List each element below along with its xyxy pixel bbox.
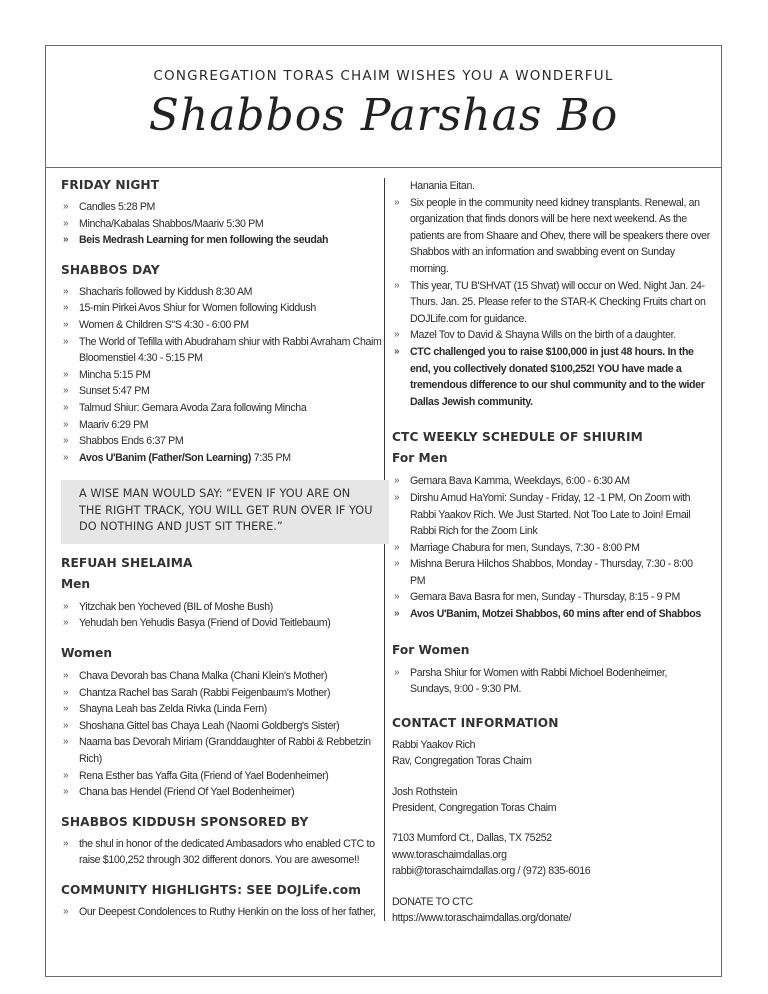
- section-title-shiurim: CTC WEEKLY SCHEDULE OF SHIURIM: [392, 430, 643, 445]
- address: 7103 Mumford Ct., Dallas, TX 75252: [392, 832, 552, 845]
- bullet-icon: »: [63, 318, 69, 330]
- shiurim-women-list: [392, 665, 710, 698]
- bullet-icon: »: [63, 670, 69, 681]
- bullet-icon: »: [63, 837, 69, 849]
- page-title: Shabbos Parshas Bo: [148, 90, 619, 141]
- list-item: » Avos U'Banim, Motzei Shabbos, 60 mins after end of Shabbos: [392, 606, 710, 623]
- list-item: » Beis Medrash Learning for men following the seudah: [61, 232, 389, 249]
- president-name: Josh Rothstein: [392, 785, 458, 798]
- list-item: » Gemara Bava Basra for men, Sunday - Thursday, 8:15 - 9 PM: [392, 589, 710, 606]
- rabbi-role: Rav, Congregation Toras Chaim: [392, 755, 532, 768]
- list-item: » Our Deepest Condolences to Ruthy Henkin on the loss of her father,: [61, 904, 389, 921]
- quote-box: A WISE MAN WOULD SAY: “EVEN IF YOU ARE ON THE RIGHT TRACK, YOU WILL GET RUN OVER IF YOU DO NOTHING AND JUST SIT THERE.”: [61, 480, 389, 544]
- list-item: » Yitzchak ben Yocheved (BIL of Moshe Bush): [61, 599, 389, 616]
- bullet-icon: »: [63, 335, 69, 347]
- list-item: » 15-min Pirkei Avos Shiur for Women following Kiddush: [61, 300, 389, 317]
- section-title-kiddush-sponsor: SHABBOS KIDDUSH SPONSORED BY: [61, 814, 309, 829]
- bullet-icon: »: [63, 451, 69, 463]
- section-title-contact: CONTACT INFORMATION: [392, 715, 559, 730]
- bullet-icon: »: [394, 608, 400, 620]
- bullet-icon: »: [63, 418, 69, 430]
- bullet-icon: »: [394, 279, 400, 291]
- subsection-title-men: Men: [61, 576, 91, 591]
- list-item: » Gemara Bava Kamma, Weekdays, 6:00 - 6:30 AM: [392, 473, 710, 490]
- list-item: » Dirshu Amud HaYomi: Sunday - Friday, 12 -1 PM, On Zoom with Rabbi Yaakov Rich. We Just Started. Not Too Late to Join! Email Rabbi Rich for the Zoom Link: [394, 491, 691, 538]
- community-list: [61, 904, 389, 921]
- bullet-icon: »: [63, 401, 69, 413]
- bullet-icon: »: [394, 329, 400, 341]
- bullet-icon: »: [394, 666, 400, 678]
- bullet-icon: »: [63, 617, 69, 629]
- list-item: » Chava Devorah bas Chana Malka (Chani Klein's Mother): [61, 668, 389, 685]
- list-item: » This year, TU B'SHVAT (15 Shvat) will occur on Wed. Night Jan. 24-Thurs. Jan. 25. Please refer to the STAR-K Checking Fruits chart on DOJLife.com for guidance.: [394, 279, 706, 325]
- list-item: » Mazel Tov to David & Shayna Wills on the birth of a daughter.: [392, 327, 710, 344]
- list-item: » Chantza Rachel bas Sarah (Rabbi Feigenbaum's Mother): [61, 685, 389, 702]
- list-item: » Avos U'Banim (Father/Son Learning) 7:35 PM: [61, 450, 389, 467]
- section-title-refuah-shelaima: REFUAH SHELAIMA: [61, 555, 193, 570]
- refuah-men-list: [61, 599, 389, 632]
- kiddush-list: [61, 836, 389, 869]
- list-item: » Candles 5:28 PM: [61, 199, 389, 216]
- bullet-icon: »: [63, 905, 69, 917]
- list-item: » Mincha/Kabalas Shabbos/Maariv 5:30 PM: [61, 216, 389, 233]
- bullet-icon: »: [394, 541, 400, 553]
- list-item: » The World of Tefilla with Abudraham shiur with Rabbi Avraham Chaim Bloomenstiel 4:30 - 5:15 PM: [63, 335, 382, 365]
- donate-label: DONATE TO CTC: [392, 895, 473, 908]
- list-item: » Yehudah ben Yehudis Basya (Friend of Dovid Teitlebaum): [61, 615, 389, 632]
- shabbos-day-list: [61, 284, 389, 467]
- subsection-title-for-women: For Women: [392, 642, 470, 657]
- bullet-icon: »: [394, 558, 400, 570]
- list-item: » Shoshana Gittel bas Chaya Leah (Naomi Goldberg's Sister): [61, 718, 389, 735]
- list-item: » CTC challenged you to raise $100,000 in just 48 hours. In the end, you collectively donated $100,252! YOU have made a tremendous difference to our shul community and to the wider Dallas Jewish community.: [394, 345, 705, 408]
- friday-night-list: [61, 199, 389, 249]
- subsection-title-women: Women: [61, 646, 113, 660]
- list-item: » Sunset 5:47 PM: [61, 383, 389, 400]
- community-list-continued: [392, 178, 710, 410]
- list-item: » Mishna Berura Hilchos Shabbos, Monday - Thursday, 7:30 - 8:00 PM: [394, 558, 693, 587]
- bullet-icon: »: [63, 435, 69, 447]
- bullet-icon: »: [394, 475, 400, 487]
- bullet-icon: »: [63, 736, 69, 748]
- list-item: » Marriage Chabura for men, Sundays, 7:30 - 8:00 PM: [392, 540, 710, 557]
- bullet-icon: »: [63, 302, 69, 314]
- bullet-icon: »: [63, 217, 69, 229]
- list-item: » Maariv 6:29 PM: [61, 417, 389, 434]
- bullet-icon: »: [63, 201, 69, 212]
- rabbi-name: Rabbi Yaakov Rich: [392, 738, 476, 751]
- bullet-icon: »: [394, 491, 400, 503]
- list-item-continuation: Hanania Eitan.: [410, 180, 475, 192]
- newsletter-frame: [45, 45, 722, 977]
- bullet-icon: »: [63, 285, 69, 297]
- list-item: » Shayna Leah bas Zelda Rivka (Linda Fern): [61, 701, 389, 718]
- section-title-shabbos-day: SHABBOS DAY: [61, 262, 160, 277]
- list-item: » Mincha 5:15 PM: [61, 367, 389, 384]
- list-item: » Women & Children S"S 4:30 - 6:00 PM: [61, 317, 389, 334]
- left-column: [61, 178, 389, 935]
- bullet-icon: »: [63, 368, 69, 380]
- list-item: » Parsha Shiur for Women with Rabbi Michoel Bodenheimer, Sundays, 9:00 - 9:30 PM.: [394, 666, 668, 696]
- website-link[interactable]: www.toraschaimdallas.org: [392, 848, 507, 861]
- email-phone[interactable]: rabbi@toraschaimdallas.org / (972) 835-6016: [392, 865, 591, 878]
- section-title-community-highlights: COMMUNITY HIGHLIGHTS: SEE DOJLife.com: [61, 882, 362, 897]
- refuah-women-list: [61, 668, 389, 801]
- list-item: » the shul in honor of the dedicated Ambasadors who enabled CTC to raise $100,252 through 302 different donors. You are awesome!!: [63, 837, 375, 867]
- contact-block: [392, 737, 710, 927]
- bullet-icon: »: [63, 769, 69, 781]
- list-item: » Six people in the community need kidney transplants. Renewal, an organization that finds donors will be here next weekend. As the patients are from Shaare and Ohev, there will be speakers there over Shabbos with an information and swabbing event on Sunday morning.: [394, 196, 710, 275]
- president-role: President, Congregation Toras Chaim: [392, 802, 557, 815]
- list-item: » Shabbos Ends 6:37 PM: [61, 433, 389, 450]
- right-column: [392, 178, 710, 931]
- list-item: » Rena Esther bas Yaffa Gita (Friend of Yael Bodenheimer): [61, 768, 389, 785]
- list-item: » Chana bas Hendel (Friend Of Yael Bodenheimer): [61, 784, 389, 801]
- list-item: » Talmud Shiur: Gemara Avoda Zara following Mincha: [61, 400, 389, 417]
- bullet-icon: »: [394, 591, 400, 603]
- list-item: » Naama bas Devorah Miriam (Granddaughter of Rabbi & Rebbetzin Rich): [63, 736, 371, 765]
- bullet-icon: »: [63, 786, 69, 798]
- bullet-icon: »: [63, 719, 69, 731]
- bullet-icon: »: [394, 345, 400, 357]
- bullet-icon: »: [63, 385, 69, 397]
- list-item: » Shacharis followed by Kiddush 8:30 AM: [61, 284, 389, 301]
- header-kicker: CONGREGATION TORAS CHAIM WISHES YOU A WONDERFUL: [153, 68, 614, 84]
- section-title-friday-night: FRIDAY NIGHT: [61, 178, 160, 192]
- bullet-icon: »: [63, 600, 69, 612]
- header: [46, 46, 721, 168]
- bullet-icon: »: [394, 196, 400, 208]
- bullet-icon: »: [63, 686, 69, 698]
- bullet-icon: »: [63, 703, 69, 715]
- shiurim-men-list: [392, 473, 710, 622]
- bullet-icon: »: [63, 234, 69, 246]
- donate-link[interactable]: https://www.toraschaimdallas.org/donate/: [392, 912, 572, 925]
- subsection-title-for-men: For Men: [392, 451, 448, 466]
